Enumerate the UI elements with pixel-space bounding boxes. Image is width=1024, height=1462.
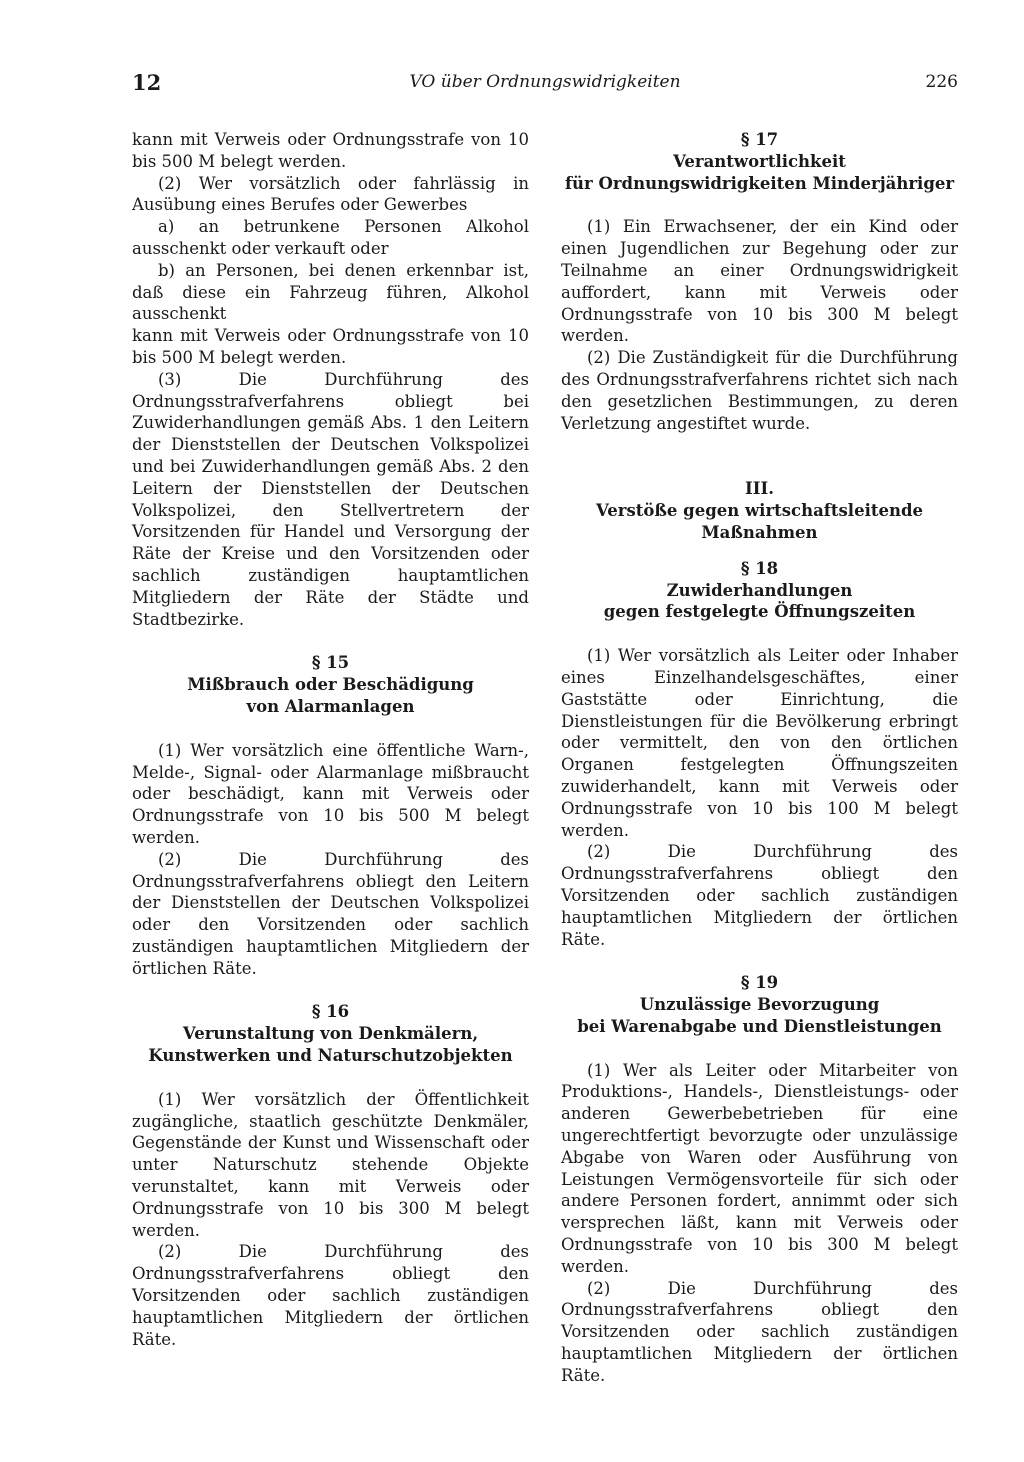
paragraph: b) an Personen, bei denen erkennbar ist, daß diese ein Fahrzeug führen, Alkohol ausschenkt	[132, 260, 529, 324]
section-heading-16	[132, 1001, 529, 1066]
section-number: § 16	[311, 1002, 350, 1022]
paragraph: (1) Wer als Leiter oder Mitarbeiter von Produktions-, Handels-, Dienstleistungs- oder anderen Gewerbebetrieben für eine ungerechtfertigt bevorzugte oder unzulässige Abgabe von Waren oder Ausführung von Leistungen Vermögensvorteile für sich oder andere Personen fordert, annimmt oder sich versprechen läßt, kann mit Verweis oder Ordnungsstrafe von 10 bis 300 M belegt werden.	[561, 1060, 958, 1276]
page-number-right: 226	[925, 72, 958, 92]
page-header	[132, 70, 958, 100]
section-number: § 19	[740, 973, 779, 993]
part-heading-3	[561, 478, 958, 543]
section-number: § 17	[740, 130, 779, 149]
paragraph: (2) Die Zuständigkeit für die Durchführung des Ordnungsstrafverfahrens richtet sich nach den gesetzlichen Bestimmungen, zu deren Verletzung angestiftet wurde.	[561, 348, 958, 433]
paragraph: (2) Die Durchführung des Ordnungsstrafverfahrens obliegt den Vorsitzenden oder sachlich zuständigen hauptamtlichen Mitgliedern der örtlichen Räte.	[132, 1242, 529, 1349]
section-heading-15	[132, 652, 529, 717]
paragraph: kann mit Verweis oder Ordnungsstrafe von 10 bis 500 M belegt werden.	[132, 130, 529, 171]
section-title: Mißbrauch oder Beschädigung	[187, 675, 474, 695]
section-heading-19	[561, 972, 958, 1037]
section-title: Verunstaltung von Denkmälern,	[182, 1024, 479, 1044]
paragraph: (1) Ein Erwachsener, der ein Kind oder einen Jugendlichen zur Begehung oder zur Teilnahme an einer Ordnungswidrigkeit auffordert, kann mit Verweis oder Ordnungsstrafe von 10 bis 300 M belegt werden.	[561, 217, 958, 346]
paragraph: (2) Die Durchführung des Ordnungsstrafverfahrens obliegt den Leitern der Dienststellen der Deutschen Volkspolizei oder den Vorsitzenden oder sachlich zuständigen hauptamtlichen Mitgliedern der örtlichen Räte.	[132, 849, 529, 978]
paragraph: (1) Wer vorsätzlich eine öffentliche Warn-, Melde-, Signal- oder Alarmanlage mißbraucht oder beschädigt, kann mit Verweis oder Ordnungsstrafe von 10 bis 500 M belegt werden.	[132, 740, 529, 847]
section-title: gegen festgelegte Öffnungszeiten	[603, 602, 916, 622]
section-heading-18	[561, 558, 958, 623]
section-number: § 15	[311, 653, 350, 673]
part-title: Verstöße gegen wirtschaftsleitende	[596, 501, 923, 521]
paragraph: a) an betrunkene Personen Alkohol ausschenkt oder verkauft oder	[132, 217, 529, 258]
paragraph: (1) Wer vorsätzlich als Leiter oder Inhaber eines Einzelhandelsgeschäftes, einer Gaststätte oder Einrichtung, die Dienstleistungen für die Bevölkerung erbringt oder vermittelt, den von den örtlichen Organen festgelegten Öffnungszeiten zuwiderhandelt, kann mit Verweis oder Ordnungsstrafe von 10 bis 100 M belegt werden.	[561, 646, 958, 840]
left-column	[132, 129, 529, 1350]
part-number: III.	[745, 479, 774, 499]
section-title: Unzulässige Bevorzugung	[639, 995, 880, 1015]
section-number: § 18	[740, 558, 779, 578]
part-title: Maßnahmen	[701, 522, 818, 542]
paragraph: kann mit Verweis oder Ordnungsstrafe von 10 bis 500 M belegt werden.	[132, 326, 529, 367]
section-title: bei Warenabgabe und Dienstleistungen	[577, 1016, 942, 1036]
right-column	[561, 129, 958, 1387]
section-title: Kunstwerken und Naturschutzobjekten	[148, 1046, 513, 1066]
section-title: von Alarmanlagen	[246, 696, 415, 716]
section-title: für Ordnungswidrigkeiten Minderjähriger	[564, 173, 955, 193]
page-number-left: 12	[132, 70, 162, 95]
paragraph: (2) Die Durchführung des Ordnungsstrafverfahrens obliegt den Vorsitzenden oder sachlich zuständigen hauptamtlichen Mitgliedern der örtlichen Räte.	[561, 842, 958, 949]
section-title: Zuwiderhandlungen	[666, 580, 853, 600]
paragraph: (2) Die Durchführung des Ordnungsstrafverfahrens obliegt den Vorsitzenden oder sachlich zuständigen hauptamtlichen Mitgliedern der örtlichen Räte.	[561, 1278, 958, 1385]
running-title: VO über Ordnungswidrigkeiten	[409, 72, 681, 92]
paragraph: (1) Wer vorsätzlich der Öffentlichkeit zugängliche, staatlich geschützte Denkmäler, Gegenstände der Kunst und Wissenschaft oder unter Naturschutz stehende Objekte verunstaltet, kann mit Verweis oder Ordnungsstrafe von 10 bis 300 M belegt werden.	[132, 1089, 529, 1240]
section-title: Verantwortlichkeit	[673, 151, 846, 171]
paragraph: (2) Wer vorsätzlich oder fahrlässig in Ausübung eines Berufes oder Gewerbes	[132, 173, 529, 215]
paragraph: (3) Die Durchführung des Ordnungsstrafverfahrens obliegt bei Zuwiderhandlungen gemäß Abs. 1 den Leitern der Dienststellen der Deutschen Volkspolizei und bei Zuwiderhandlungen gemäß Abs. 2 den Leitern der Dienststellen der Deutschen Volkspolizei, den Stellvertretern der Vorsitzenden für Handel und Versorgung der Räte der Kreise und den Vorsitzenden oder sachlich zuständigen hauptamtlichen Mitgliedern der Räte der Städte und Stadtbezirke.	[132, 369, 529, 629]
section-heading-17	[561, 129, 958, 194]
